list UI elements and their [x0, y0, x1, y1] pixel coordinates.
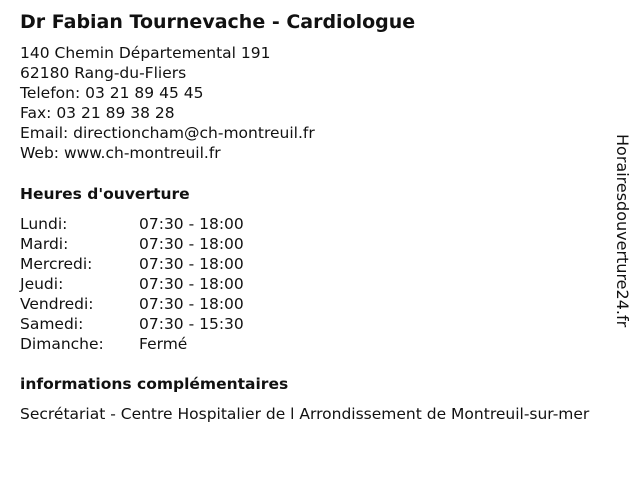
address-city: 62180 Rang-du-Fliers — [20, 64, 187, 82]
hours-day: Lundi: — [20, 215, 68, 233]
address-street: 140 Chemin Départemental 191 — [20, 44, 271, 62]
hours-row-sunday — [20, 334, 244, 354]
hours-row-thursday — [20, 274, 244, 294]
hours-time: 07:30 - 18:00 — [139, 275, 244, 293]
hours-time: 07:30 - 18:00 — [139, 235, 244, 253]
hours-day: Jeudi: — [20, 275, 64, 293]
hours-time: 07:30 - 18:00 — [139, 255, 244, 273]
hours-row-saturday — [20, 314, 244, 334]
hours-day: Dimanche: — [20, 335, 104, 353]
hours-time: 07:30 - 15:30 — [139, 315, 244, 333]
hours-day: Mardi: — [20, 235, 69, 253]
web-line[interactable]: Web: www.ch-montreuil.fr — [20, 144, 221, 162]
fax-line: Fax: 03 21 89 38 28 — [20, 104, 175, 122]
hours-time: 07:30 - 18:00 — [139, 295, 244, 313]
hours-row-tuesday — [20, 234, 244, 254]
contact-block — [20, 43, 315, 163]
email-line[interactable]: Email: directioncham@ch-montreuil.fr — [20, 124, 315, 142]
page-title: Dr Fabian Tournevache - Cardiologue — [20, 11, 416, 33]
hours-day: Mercredi: — [20, 255, 93, 273]
hours-day: Samedi: — [20, 315, 84, 333]
hours-day: Vendredi: — [20, 295, 94, 313]
hours-row-monday — [20, 214, 244, 234]
hours-row-wednesday — [20, 254, 244, 274]
info-text: Secrétariat - Centre Hospitalier de l Arrondissement de Montreuil-sur-mer — [20, 405, 590, 423]
phone-line[interactable]: Telefon: 03 21 89 45 45 — [20, 84, 204, 102]
hours-time: Fermé — [139, 335, 188, 353]
side-brand-link[interactable]: Horairesdouverture24.fr — [613, 134, 632, 328]
hours-time: 07:30 - 18:00 — [139, 215, 244, 233]
hours-row-friday — [20, 294, 244, 314]
info-heading: informations complémentaires — [20, 375, 289, 393]
hours-table — [20, 214, 244, 354]
hours-heading: Heures d'ouverture — [20, 185, 190, 203]
